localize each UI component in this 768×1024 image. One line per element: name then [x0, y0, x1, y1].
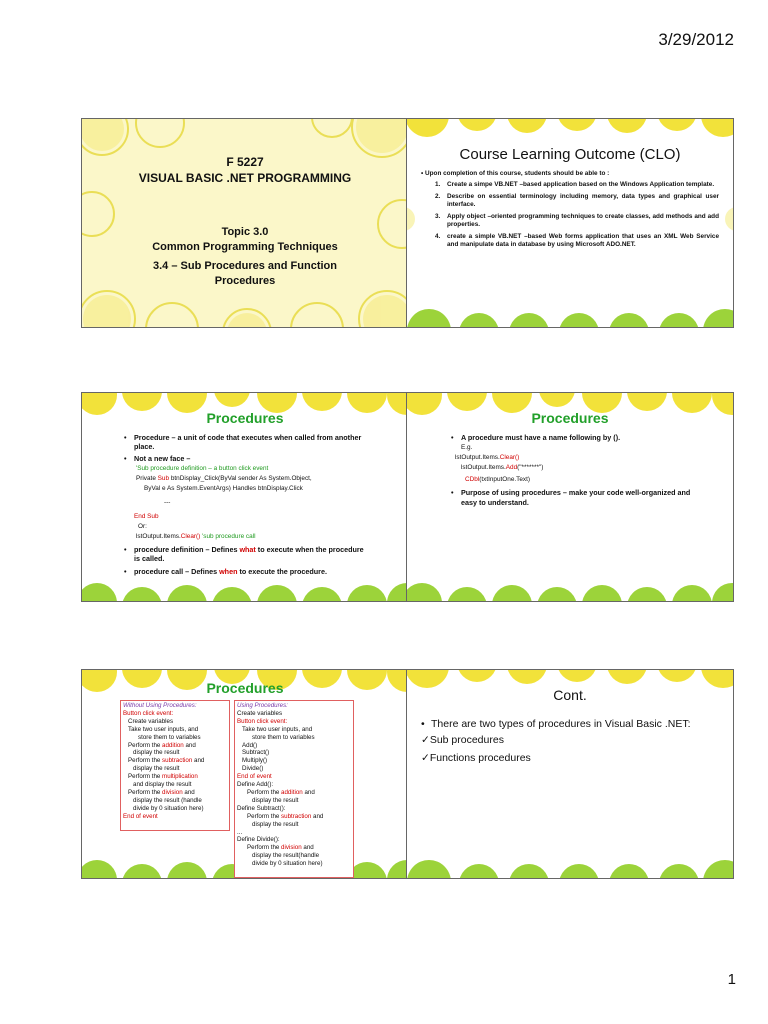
page-date: 3/29/2012: [658, 30, 734, 49]
pseudo-code-line: Using Procedures:: [237, 702, 288, 709]
bullet-not-new: Not a new face –: [134, 453, 191, 463]
subtopic-line2: Procedures: [214, 275, 276, 287]
pseudo-code-line: Perform the subtraction and: [247, 812, 324, 820]
topic-title: Common Programming Techniques: [152, 241, 338, 253]
slide-title: Procedures: [531, 410, 609, 426]
subtopic-line1: 3.4 – Sub Procedures and Function: [153, 260, 337, 272]
pseudo-code-line: display the result: [133, 749, 180, 757]
slide-6-cont: Cont. • There are two types of procedures in Visual Basic .NET: ✓Sub procedures ✓Functions procedures: [406, 669, 734, 879]
pseudo-code-line: and display the result: [133, 781, 192, 789]
pseudo-code-line: Subtract(): [242, 749, 270, 757]
course-name: VISUAL BASIC .NET PROGRAMMING: [138, 171, 352, 185]
code-end-sub: End Sub: [134, 512, 159, 520]
code-line-2: ByVal e As System.EventArgs) Handles btnDisplay.Click: [144, 484, 303, 492]
bullet-procedure-call: procedure call – Defines when to execute the procedure.: [134, 567, 327, 577]
pseudo-code-line: store them to variables: [252, 733, 315, 741]
bullet-name-rule: A procedure must have a name following by ().: [461, 433, 621, 442]
pseudo-code-line: Perform the multiplication: [128, 773, 198, 781]
pseudo-code-line: divide by 0 situation here): [133, 804, 204, 812]
clo-item-2: Describe on essential terminology including memory, data types and graphical user interface.: [447, 193, 719, 208]
with-procedures-box: [234, 700, 354, 878]
pseudo-code-line: Multiply(): [242, 757, 268, 765]
pseudo-code-line: Perform the addition and: [247, 788, 315, 796]
clo-intro: • Upon completion of this course, students should be able to :: [421, 170, 610, 177]
slide-title: Course Learning Outcome (CLO): [459, 146, 681, 163]
pseudo-code-line: divide by 0 situation here): [252, 860, 323, 868]
pseudo-code-line: display the result (handle: [133, 796, 202, 804]
slide-title: Procedures: [206, 680, 284, 696]
pseudo-code-line: display the result: [133, 765, 180, 773]
pseudo-code-line: display the result: [252, 820, 299, 828]
check-sub-procedures: ✓Sub procedures: [421, 734, 504, 746]
pseudo-code-line: Take two user inputs, and: [128, 725, 199, 733]
pseudo-code-line: Define Divide():: [237, 836, 280, 844]
pseudo-code-line: Take two user inputs, and: [242, 725, 313, 733]
pseudo-code-line: ...: [237, 828, 243, 836]
pseudo-code-line: Define Subtract():: [237, 804, 286, 812]
pseudo-code-line: Perform the division and: [247, 844, 314, 852]
pseudo-code-line: Divide(): [242, 765, 264, 773]
pseudo-code-line: Define Add():: [237, 781, 274, 789]
check-function-procedures: ✓Functions procedures: [421, 752, 531, 764]
topic-number: Topic 3.0: [221, 226, 269, 238]
bullet-two-types: There are two types of procedures in Visual Basic .NET:: [431, 718, 691, 730]
slide-3-procedures: Procedures • Procedure – a unit of code that executes when called from another place. • Not a new face – 'Sub procedure definition – a button click event Private Sub btnDisplay_Click(ByVal sender As System.Object, ByVal e As System.EventArgs) Handles btnDisplay.Click --- End Sub Or: lstOutput.Items.Clear() 'sub procedure call • procedure definition – Defines what to execute when the procedure is called. • procedure call – Defines when to execute the procedure.: [81, 392, 409, 602]
pseudo-code-line: store them to variables: [138, 733, 201, 741]
pseudo-code-line: End of event: [123, 812, 158, 820]
bullet-procedure-definition: procedure definition – Defines what to execute when the procedure is called.: [134, 544, 364, 564]
bullet-procedure-def: Procedure – a unit of code that executes when called from another place.: [134, 433, 362, 452]
example-label: E.g.: [461, 444, 473, 452]
pseudo-code-line: Add(): [242, 741, 258, 749]
example-cdbl: CDbl(txtInputOne.Text): [465, 476, 531, 484]
page-number: 1: [727, 971, 736, 988]
pseudo-code-line: Button click event:: [237, 717, 288, 725]
code-ellipsis: ---: [164, 498, 171, 506]
pseudo-code-line: display the result(handle: [252, 852, 320, 860]
checkmark-icon: ✓: [421, 752, 430, 764]
pseudo-code-line: Button click event:: [123, 709, 174, 717]
slide-2-clo: Course Learning Outcome (CLO) • Upon completion of this course, students should be able to : 1. Create a simpe VB.NET –based application based on the Windows Application template. 2. Describe on essential terminology including memory, data types and graphical user interface. 3. Apply object –oriented programming techniques to create classes, add methods and add properties. 4. create a simple VB.NET –based Web forms application that uses an XML Web Service and manipulate data in database by using Microsoft ADO.NET.: [406, 118, 734, 328]
slide-title: Cont.: [553, 687, 587, 703]
pseudo-code-line: display the result: [252, 796, 299, 804]
slide-4-procedures: Procedures • A procedure must have a name following by (). E.g. lstOutput.Items.Clear() lstOutput.Items.Add("*******") CDbl(txtInputOne.Text) • Purpose of using procedures – make your code well-organized and easy to understand.: [406, 392, 734, 602]
clo-item-1: Create a simpe VB.NET –based application based on the Windows Application template.: [447, 181, 715, 188]
pseudo-code-line: Perform the addition and: [128, 741, 196, 749]
pseudo-code-line: Perform the division and: [128, 788, 195, 796]
course-code: F 5227: [226, 155, 264, 169]
code-call: lstOutput.Items.Clear() 'sub procedure call: [136, 532, 256, 540]
example-add: lstOutput.Items.Add("*******"): [461, 464, 544, 472]
pseudo-code-line: Create variables: [128, 717, 174, 725]
bullet-purpose: Purpose of using procedures – make your code well-organized and easy to understand.: [461, 488, 691, 507]
clo-item-4: create a simple VB.NET –based Web forms application that uses an XML Web Service and manipulate data in database by using Microsoft ADO.NET.: [447, 233, 719, 248]
code-comment: 'Sub procedure definition – a button click event: [136, 464, 269, 472]
pseudo-code-line: End of event: [237, 773, 272, 781]
slide-5-procedures-compare: [81, 669, 409, 879]
code-line-1: Private Sub btnDisplay_Click(ByVal sender As System.Object,: [136, 474, 312, 482]
clo-item-3: Apply object –oriented programming techniques to create classes, add methods and add properties.: [447, 213, 719, 228]
pseudo-code-line: Perform the subtraction and: [128, 757, 205, 765]
pseudo-code-line: Create variables: [237, 709, 283, 717]
example-clear: lstOutput.Items.Clear(): [455, 454, 520, 462]
slide-1-title: [81, 118, 409, 328]
code-or: Or:: [138, 522, 147, 530]
without-procedures-box: [120, 700, 230, 831]
checkmark-icon: ✓: [421, 734, 430, 746]
slide-title: Procedures: [206, 410, 284, 426]
pseudo-code-line: Without Using Procedures:: [123, 702, 197, 709]
